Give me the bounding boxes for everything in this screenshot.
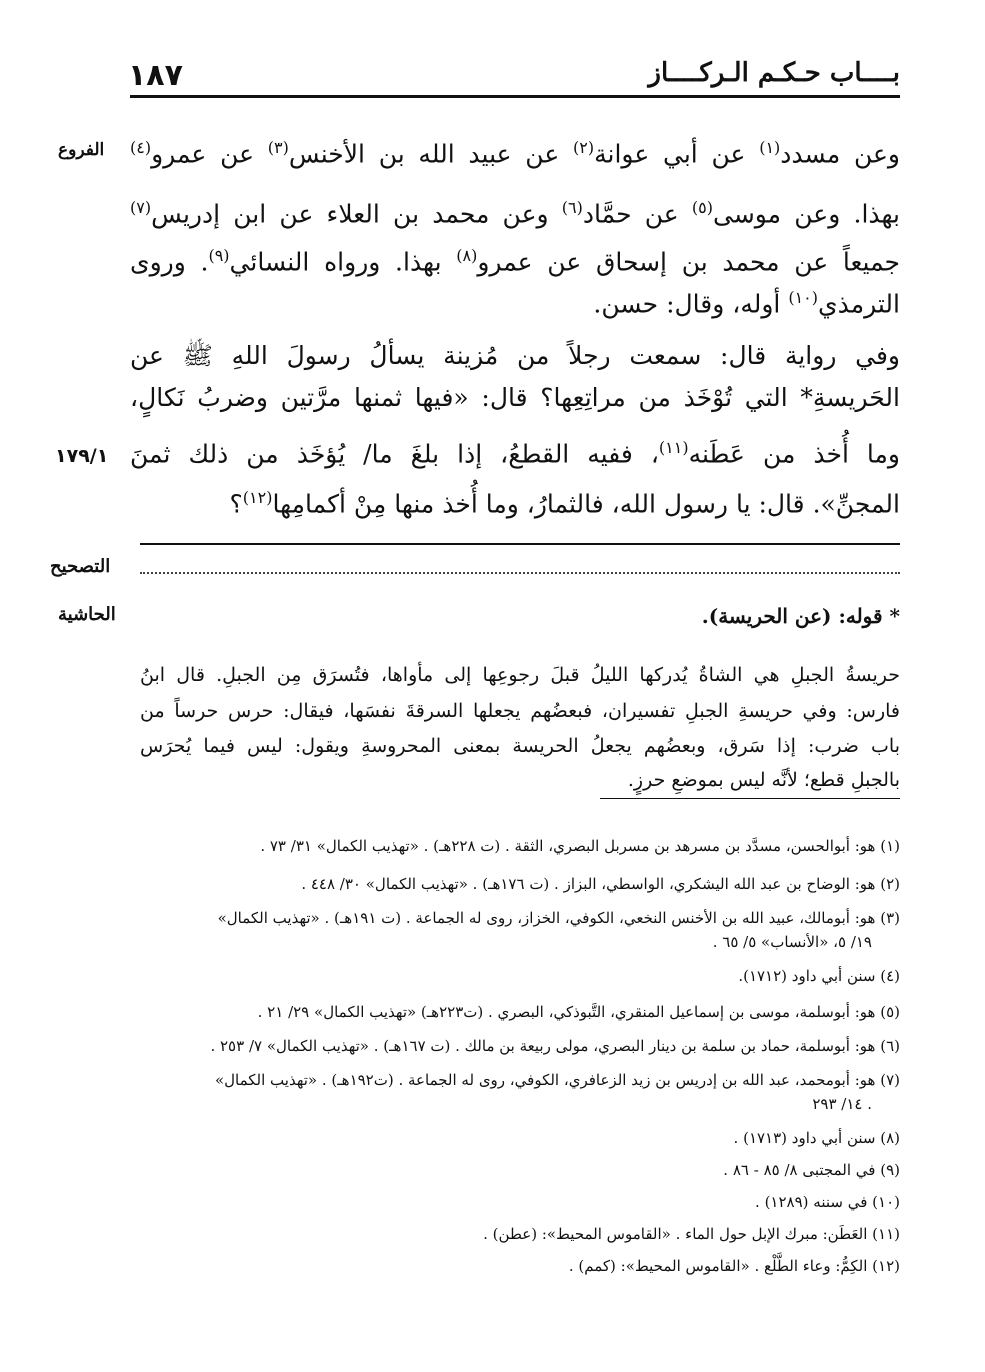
footnote-marker: (٥) <box>691 198 713 217</box>
footnote: (٥) هو: أبوسلمة، موسى بن إسماعيل المنقري، التَّبوذكي، البصري . (ت٢٢٣هـ) «تهذيب الكمال» ٢٩/ ٢١ . <box>257 1003 900 1021</box>
header-rule <box>130 95 900 98</box>
main-text-line: وما أُخذ من عَطَنه$^{(١١)}$، ففيه القطعُ، إذا بلغَ ما/ يُؤخَذ من ذلك ثمنَ <box>130 438 900 469</box>
footnote: (١٠) في سننه (١٢٨٩) . <box>755 1193 900 1211</box>
footnote: (١) هو: أبوالحسن، مسدَّد بن مسرهد بن مسربل البصري، الثقة . (ت ٢٢٨هـ) . «تهذيب الكمال» ٣١/ ٧٣ . <box>260 837 900 855</box>
footnote: (١١) العَطَن: مبرك الإبل حول الماء . «القاموس المحيط»: (عطن) . <box>483 1225 900 1243</box>
footnote-marker: (٢) <box>573 138 595 157</box>
footnote-marker: (٣) <box>267 138 289 157</box>
page-number: ١٨٧ <box>128 58 183 93</box>
main-text-line: جميعاً عن محمد بن إسحاق عن عمرو$^{(٨)}$ بهذا. ورواه النسائي$^{(٩)}$. وروى <box>130 246 901 277</box>
footnote: (٨) سنن أبي داود (١٧١٣) . <box>733 1129 900 1147</box>
footnote-marker: (١٢) <box>242 488 273 507</box>
hashiya-line: باب ضرب: إذا سَرق، وبعضُهم يجعلُ الحريسة بمعنى المحروسةِ ويقول: ليس فيما يُحرَس <box>140 735 900 757</box>
footnote-marker: (٩) <box>208 246 230 265</box>
margin-label-hashiya: الحاشية <box>58 604 116 625</box>
footnote-continuation: ١٩/ ٥، «الأنساب» ٥/ ٦٥ . <box>712 933 872 951</box>
main-text-rule <box>140 543 900 545</box>
margin-volume-reference: ١٧٩/١ <box>55 445 109 467</box>
footnote: (٢) هو: الوضاح بن عبد الله اليشكري، الواسطي، البزاز . (ت ١٧٦هـ) . «تهذيب الكمال» ٣٠/ ٤٤٨ . <box>301 875 900 893</box>
footnote-marker: (١٠) <box>788 288 819 307</box>
footnote-marker: (١) <box>759 138 781 157</box>
main-text-line: وفي رواية قال: سمعت رجلاً من مُزينة يسألُ رسولَ اللهِ ﷺ عن <box>130 341 900 370</box>
main-text-line: الحَريسةِ* التي تُوْخَذ من مراتِعِها؟ قال: «فيها ثمنها مرَّتين وضربُ نَكالٍ، <box>130 383 900 412</box>
footnote-marker: (٤) <box>130 138 152 157</box>
footnote-marker: (٦) <box>561 198 583 217</box>
footnote: (١٢) الكِمُّ: وعاء الطَّلْع . «القاموس المحيط»: (كمم) . <box>568 1257 900 1275</box>
footnote: (٦) هو: أبوسلمة، حماد بن سلمة بن دينار البصري، مولى ربيعة بن مالك . (ت ١٦٧هـ) . «تهذيب الكمال» ٧/ ٢٥٣ . <box>210 1037 900 1055</box>
footnote: (٧) هو: أبومحمد، عبد الله بن إدريس بن زيد الزعافري، الكوفي، روى له الجماعة . (ت١٩٢هـ) . «تهذيب الكمال» <box>214 1071 900 1089</box>
hashiya-heading: * قوله: (عن الحريسة). <box>701 604 900 628</box>
footnote-marker: (١١) <box>658 438 689 457</box>
tashih-dotted-line <box>140 572 900 574</box>
margin-label-furoo: الفروع <box>58 140 105 160</box>
hashiya-line: بالجبلِ قطع؛ لأنَّه ليس بموضعِ حرزٍ. <box>627 769 900 791</box>
main-text-line: وعن مسدد$^{(١)}$ عن أبي عوانة$^{(٢)}$ عن عبيد الله بن الأخنس$^{(٣)}$ عن عمرو$^{(٤)}$ <box>130 138 900 169</box>
footnote-marker: (٧) <box>130 198 152 217</box>
margin-label-tashih: التصحيح <box>50 556 111 577</box>
footnote: (٣) هو: أبومالك، عبيد الله بن الأخنس النخعي، الكوفي، الخزاز، روى له الجماعة . (ت ١٩١هـ) . «تهذيب الكمال» <box>217 909 900 927</box>
hashiya-line: حريسةُ الجبلِ هي الشاةُ يُدركها الليلُ قبلَ رجوعِها إلى مأواها، فتُسرَق مِن الجبلِ. قال ابنُ <box>140 664 900 686</box>
footnote-separator-rule <box>600 798 900 799</box>
main-text-line: المجنِّ». قال: يا رسول الله، فالثمارُ، وما أُخذ منها مِنْ أكمامِها$^{(١٢)}$؟ <box>229 488 900 519</box>
chapter-title: بــــاب حـكـم الـركــــاز <box>648 58 900 88</box>
main-text-line: الترمذي$^{(١٠)}$ أوله، وقال: حسن. <box>593 288 900 319</box>
hashiya-line: فارس: وفي حريسةِ الجبلِ تفسيران، فبعضُهم يجعلها السرقةَ نفسَها، فيقال: حرس حرساً من <box>140 700 900 722</box>
main-text-line: بهذا. وعن موسى$^{(٥)}$ عن حمَّاد$^{(٦)}$ وعن محمد بن العلاء عن ابن إدريس$^{(٧)}$ <box>130 198 900 229</box>
footnote: (٩) في المجتبى ٨/ ٨٥ - ٨٦ . <box>723 1161 900 1179</box>
footnote: (٤) سنن أبي داود (١٧١٢). <box>738 967 900 985</box>
footnote-continuation: ١٤/ ٢٩٣ . <box>812 1095 872 1113</box>
footnote-marker: (٨) <box>456 246 478 265</box>
